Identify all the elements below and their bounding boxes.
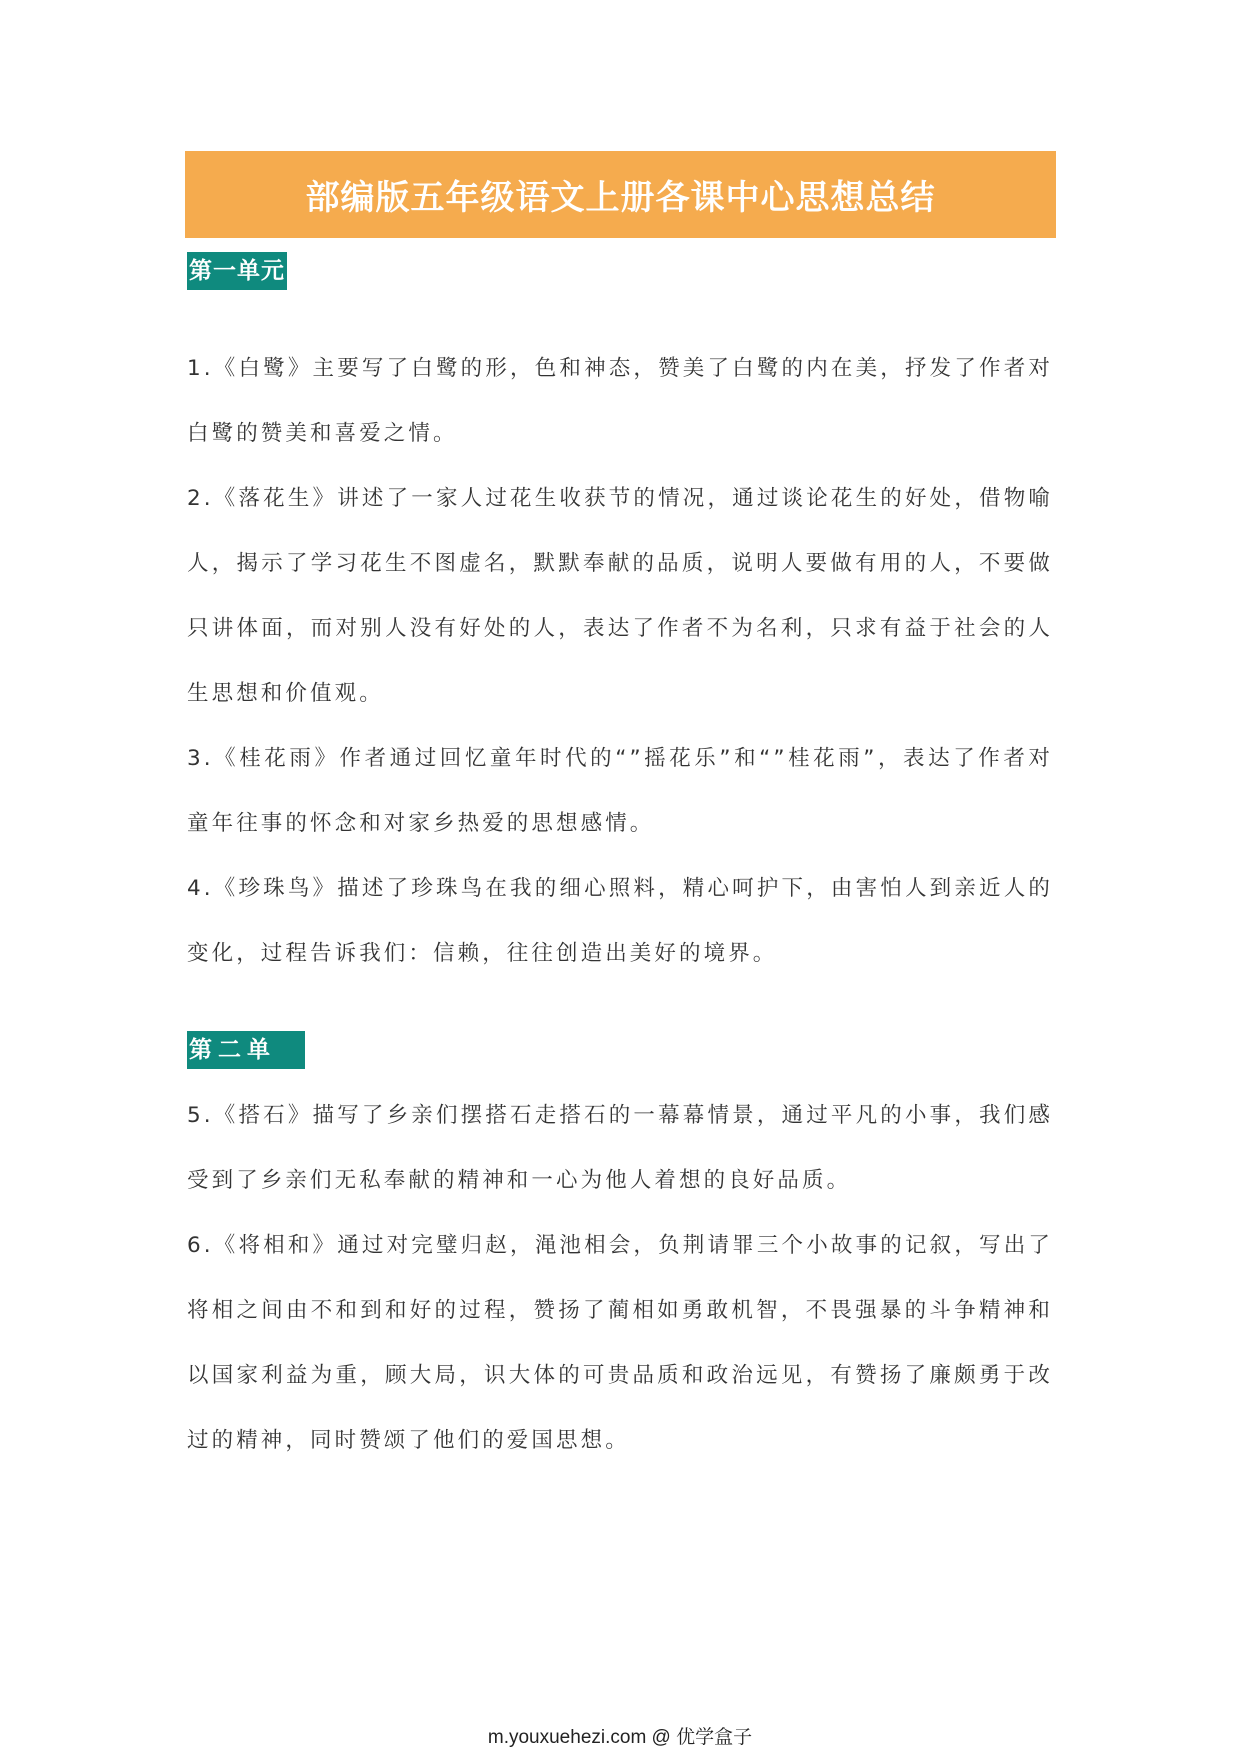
title-banner (185, 151, 1056, 238)
lesson-summary-6: 6.《将相和》通过对完璧归赵，渑池相会，负荆请罪三个小故事的记叙，写出了将相之间由不和到和好的过程，赞扬了蔺相如勇敢机智，不畏强暴的斗争精神和以国家利益为重，顾大局，识大体的可贵品质和政治远见，有赞扬了廉颇勇于改过的精神，同时赞颂了他们的爱国思想。 (187, 1233, 1053, 1453)
lesson-summary-2: 2.《落花生》讲述了一家人过花生收获节的情况，通过谈论花生的好处，借物喻人，揭示了学习花生不图虚名，默默奉献的品质，说明人要做有用的人，不要做只讲体面，而对别人没有好处的人，表达了作者不为名利，只求有益于社会的人生思想和价值观。 (187, 486, 1053, 706)
footer-source: m.youxuehezi.com @ 优学盒子 (487, 1727, 753, 1748)
unit-heading-1: 第一单元 (187, 252, 287, 290)
lesson-summary-5: 5.《搭石》描写了乡亲们摆搭石走搭石的一幕幕情景，通过平凡的小事，我们感受到了乡亲们无私奉献的精神和一心为他人着想的良好品质。 (187, 1103, 1053, 1193)
lesson-summary-4: 4.《珍珠鸟》描述了珍珠鸟在我的细心照料，精心呵护下，由害怕人到亲近人的变化，过程告诉我们：信赖，往往创造出美好的境界。 (187, 876, 1053, 966)
lesson-summary-1: 1.《白鹭》主要写了白鹭的形，色和神态，赞美了白鹭的内在美，抒发了作者对白鹭的赞美和喜爱之情。 (187, 356, 1053, 446)
unit-heading-2: 第二单元 (187, 1031, 305, 1069)
lesson-summary-3: 3.《桂花雨》作者通过回忆童年时代的“”摇花乐”和“”桂花雨”，表达了作者对童年往事的怀念和对家乡热爱的思想感情。 (187, 746, 1053, 836)
page-title: 部编版五年级语文上册各课中心思想总结 (305, 178, 936, 218)
